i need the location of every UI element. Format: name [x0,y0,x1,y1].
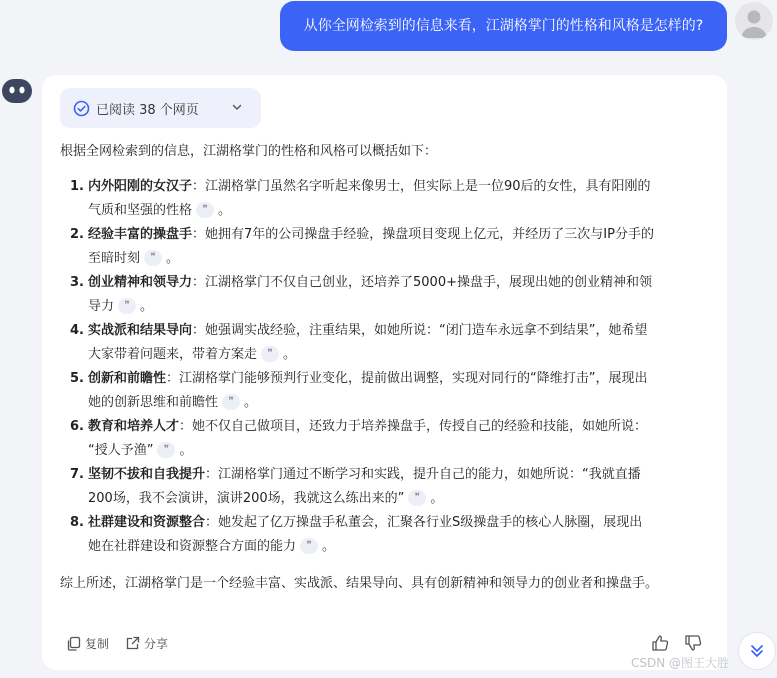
citation-icon[interactable]: ❞ [157,442,175,458]
copy-button[interactable] [66,635,109,652]
copy-label: 复制 [85,637,110,651]
reading-status-label: 已阅读 38 个网页 [96,102,199,118]
list-item: 2. 经验丰富的操盘手：她拥有7年的公司操盘手经验，操盘项目变现上亿元，并经历了三次与IP分手的 至暗时刻 ❞ 。 [70,227,654,266]
user-message-bubble: 从你全网检索到的信息来看，江湖格掌门的性格和风格是怎样的? [280,1,727,51]
user-avatar[interactable] [735,2,773,40]
robot-icon [0,74,34,108]
assistant-avatar [0,74,34,108]
citation-icon[interactable]: ❞ [144,250,162,266]
assistant-answer-card [42,75,730,670]
thumbs-down-button[interactable] [684,634,702,652]
user-avatar-icon [735,2,773,40]
thumbs-up-button[interactable] [651,634,669,652]
citation-icon[interactable]: ❞ [118,298,136,314]
copy-icon [66,636,81,651]
list-item: 8. 社群建设和资源整合：她发起了亿万操盘手私董会，汇聚各行业S级操盘手的核心人脉圈，展现出 她在社群建设和资源整合方面的能力 ❞ 。 [70,515,643,554]
share-button[interactable] [125,635,168,652]
list-item: 1. 内外阳刚的女汉子：江湖格掌门虽然名字听起来像男士，但实际上是一位90后的女性，具有阳刚的 气质和坚强的性格 ❞ 。 [70,179,651,218]
list-item: 6. 教育和培养人才：她不仅自己做项目，还致力于培养操盘手，传授自己的经验和技能，如她所说： “授人予渔” ❞ 。 [70,419,648,458]
reading-status-toggle[interactable] [60,88,261,128]
citation-icon[interactable]: ❞ [300,538,318,554]
list-item: 3. 创业精神和领导力：江湖格掌门不仅自己创业，还培养了5000+操盘手，展现出她的创业精神和领 导力 ❞ 。 [70,275,652,314]
share-label: 分享 [144,637,169,651]
list-item: 4. 实战派和结果导向：她强调实战经验，注重结果，如她所说：“闭门造车永远拿不到结果”，她希望 大家带着问题来，带着方案走 ❞ 。 [70,323,648,362]
watermark: CSDN @图王大胜 [631,656,730,670]
citation-icon[interactable]: ❞ [408,490,426,506]
citation-icon[interactable]: ❞ [261,346,279,362]
citation-icon[interactable]: ❞ [222,394,240,410]
double-chevron-down-icon [748,642,766,660]
answer-intro: 根据全网检索到的信息，江湖格掌门的性格和风格可以概括如下： [60,144,438,159]
check-circle-icon [73,100,90,117]
answer-summary: 综上所述，江湖格掌门是一个经验丰富、实战派、结果导向、具有创新精神和领导力的创业者和操盘手。 [60,576,659,591]
list-item: 7. 坚韧不拔和自我提升：江湖格掌门通过不断学习和实践，提升自己的能力，如她所说：“我就直播 200场，我不会演讲，演讲200场，我就这么练出来的” ❞ 。 [70,467,641,506]
list-item: 5. 创新和前瞻性：江湖格掌门能够预判行业变化，提前做出调整，实现对同行的“降维打击”，展现出 她的创新思维和前瞻性 ❞ 。 [70,371,648,410]
thumbs-down-icon [684,634,702,652]
answer-actions [66,635,184,652]
citation-icon[interactable]: ❞ [196,202,214,218]
user-message-row [0,0,777,60]
scroll-to-bottom-button[interactable] [738,632,776,670]
trait-list [70,175,710,559]
thumbs-up-icon [651,634,669,652]
share-icon [125,636,140,651]
chevron-down-icon [231,101,243,113]
